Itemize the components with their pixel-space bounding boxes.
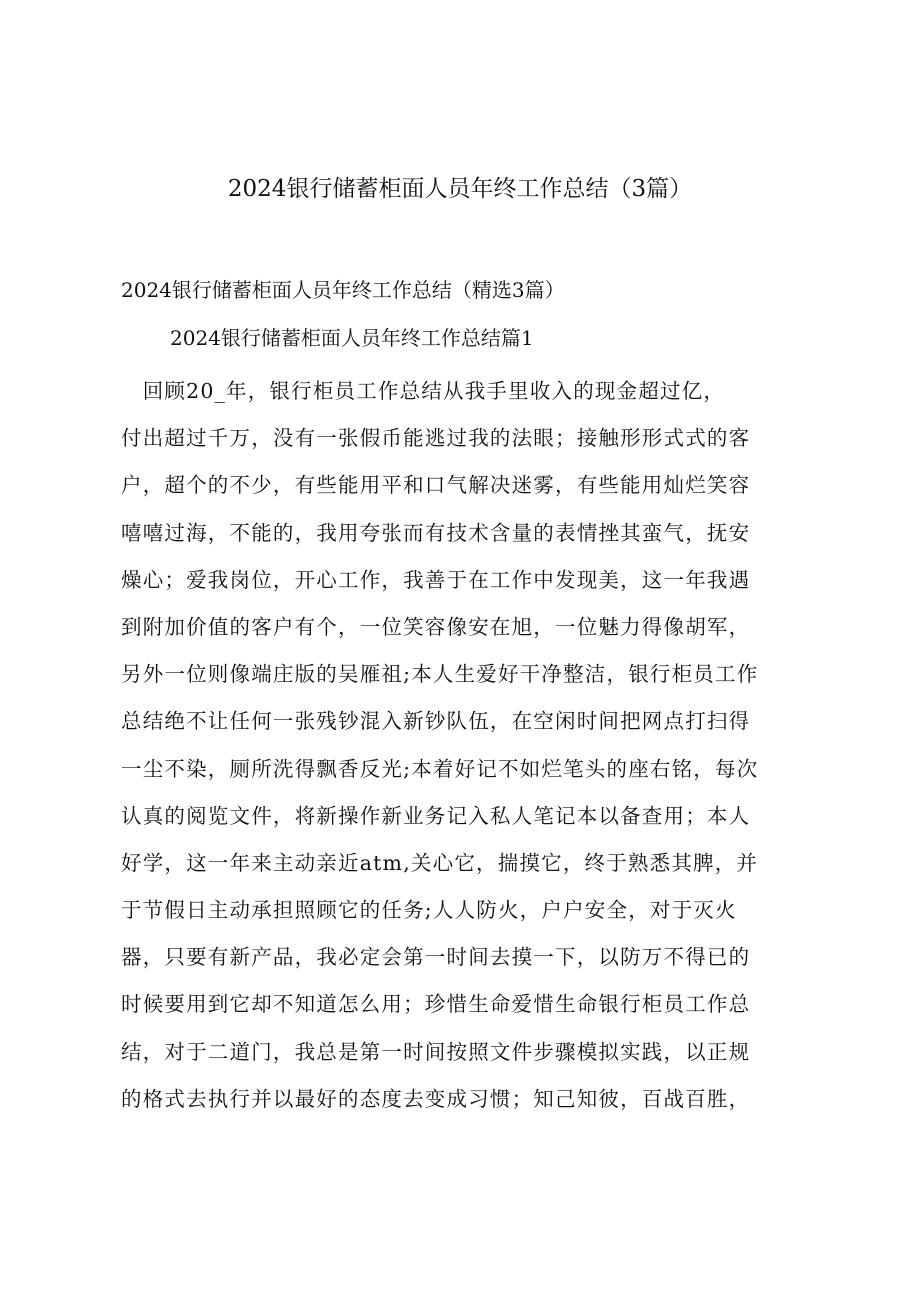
body-line: 认真的阅览文件，将新操作新业务记入私人笔记本以备查用；本人 [121, 803, 751, 828]
body-line: 一尘不染，厕所洗得飘香反光;本着好记不如烂笔头的座右铭，每次 [121, 756, 759, 781]
body-line: 嘻嘻过海，不能的，我用夸张而有技术含量的表情挫其蛮气，抚安 [121, 520, 751, 545]
body-line: 总结绝不让任何一张残钞混入新钞队伍，在空闲时间把网点打扫得 [121, 709, 751, 734]
body-line: 到附加价值的客户有个，一位笑容像安在旭，一位魅力得像胡军， [121, 614, 751, 639]
body-line: 器，只要有新产品，我必定会第一时间去摸一下，以防万不得已的 [121, 945, 751, 970]
body-line: 燥心；爱我岗位，开心工作，我善于在工作中发现美，这一年我遇 [121, 567, 751, 592]
body-line: 另外一位则像端庄版的吴雁祖;本人生爱好干净整洁，银行柜员工作 [121, 662, 759, 687]
body-line: 于节假日主动承担照顾它的任务;人人防火，户户安全，对于灭火 [121, 898, 737, 923]
document-subtitle: 2024银行储蓄柜面人员年终工作总结（精选3篇） [121, 278, 565, 302]
body-line: 结，对于二道门，我总是第一时间按照文件步骤模拟实践，以正规 [121, 1039, 751, 1064]
body-line: 的格式去执行并以最好的态度去变成习惯；知己知彼，百战百胜， [121, 1086, 751, 1111]
body-line: 好学，这一年来主动亲近atm,关心它，揣摸它，终于熟悉其脾，并 [121, 850, 759, 875]
document-title: 2024银行储蓄柜面人员年终工作总结（3篇） [227, 176, 693, 202]
body-line: 户，超个的不少，有些能用平和口气解决迷雾，有些能用灿烂笑容 [121, 473, 751, 498]
body-line: 回顾20_年，银行柜员工作总结从我手里收入的现金超过亿， [121, 379, 726, 403]
body-line: 付出超过千万，没有一张假币能逃过我的法眼；接触形形式式的客 [121, 426, 751, 451]
body-line: 时候要用到它却不知道怎么用；珍惜生命爱惜生命银行柜员工作总 [121, 992, 751, 1017]
section-heading: 2024银行储蓄柜面人员年终工作总结篇1 [170, 326, 534, 350]
body-paragraph [121, 368, 801, 1123]
